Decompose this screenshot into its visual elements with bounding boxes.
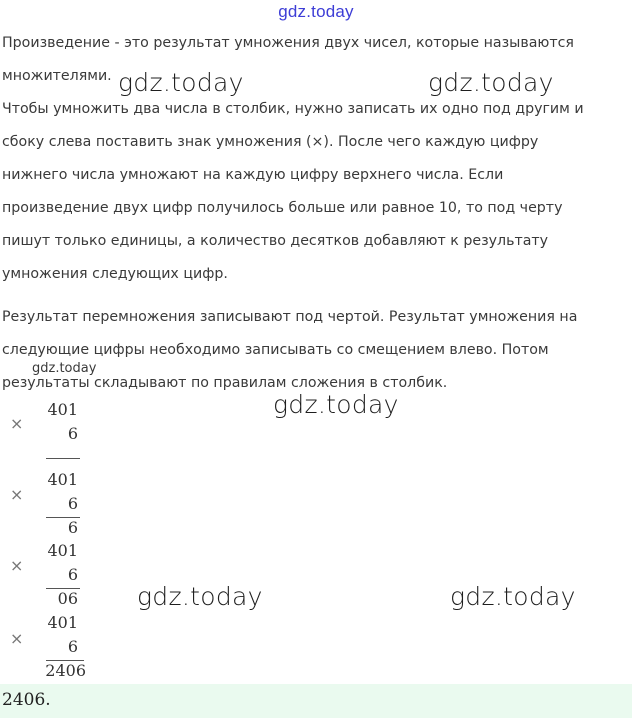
multiplication-step-2 bbox=[0, 468, 100, 538]
multiplier: 6 bbox=[67, 565, 78, 584]
multiplication-step-4 bbox=[0, 612, 100, 682]
watermark: gdz.today bbox=[137, 582, 263, 611]
partial-result: 6 bbox=[67, 518, 78, 537]
multiplier: 6 bbox=[67, 494, 78, 513]
text-line: результаты складывают по правилам сложения в столбик. bbox=[2, 375, 448, 391]
text-line: пишут только единицы, а количество десятков добавляют к результату bbox=[2, 233, 549, 249]
text-line: Произведение - это результат умножения двух чисел, которые называются bbox=[2, 35, 574, 51]
text-line: множителями. bbox=[2, 68, 112, 84]
times-sign: × bbox=[10, 414, 24, 433]
answer-panel bbox=[0, 684, 632, 718]
result-line bbox=[46, 458, 80, 459]
times-sign: × bbox=[10, 485, 24, 504]
multiplier: 6 bbox=[67, 424, 78, 443]
watermark: gdz.today bbox=[273, 390, 399, 419]
text-line: умножения следующих цифр. bbox=[2, 266, 228, 282]
text-line: следующие цифры необходимо записывать со смещением влево. Потом bbox=[2, 342, 549, 358]
answer-value: 2406. bbox=[2, 690, 51, 710]
times-sign: × bbox=[10, 556, 24, 575]
paragraph-method bbox=[2, 93, 630, 291]
watermark: gdz.today bbox=[450, 582, 576, 611]
paragraph-result bbox=[2, 301, 630, 400]
multiplier: 6 bbox=[67, 637, 78, 656]
header-watermark: gdz.today bbox=[278, 2, 354, 21]
text-line: Чтобы умножить два числа в столбик, нужно записать их одно под другим и bbox=[2, 101, 584, 117]
text-line: произведение двух цифр получилось больше или равное 10, то под черту bbox=[2, 200, 563, 216]
multiplication-step-1 bbox=[0, 398, 100, 468]
times-sign: × bbox=[10, 629, 24, 648]
watermark: gdz.today bbox=[428, 68, 554, 97]
text-line: Результат перемножения записывают под чертой. Результат умножения на bbox=[2, 309, 578, 325]
text-line: сбоку слева поставить знак умножения (×). После чего каждую цифру bbox=[2, 134, 539, 150]
multiplication-step-3 bbox=[0, 540, 100, 610]
multiplicand: 401 bbox=[47, 613, 78, 632]
final-result: 2406 bbox=[45, 661, 86, 680]
watermark-small: gdz.today bbox=[32, 361, 97, 376]
text-line: нижнего числа умножают на каждую цифру верхнего числа. Если bbox=[2, 167, 504, 183]
multiplicand: 401 bbox=[47, 470, 78, 489]
multiplicand: 401 bbox=[47, 400, 78, 419]
partial-result: 06 bbox=[57, 589, 78, 608]
watermark: gdz.today bbox=[118, 68, 244, 97]
multiplicand: 401 bbox=[47, 541, 78, 560]
